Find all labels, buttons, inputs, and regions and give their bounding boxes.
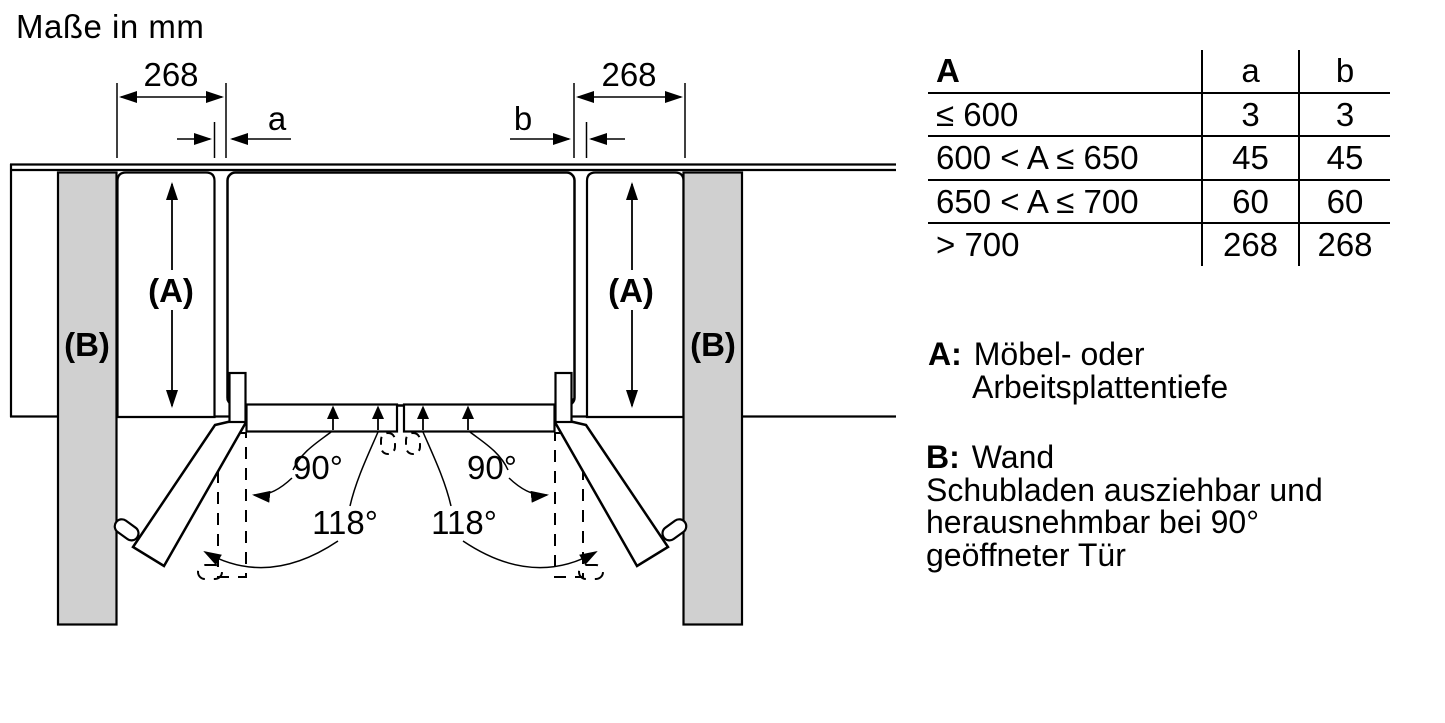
legend-A-line2: Arbeitsplattentiefe xyxy=(972,369,1229,405)
table-row xyxy=(928,223,1390,266)
depth-label-right: (A) xyxy=(608,272,654,309)
wall-label-left: (B) xyxy=(64,326,110,363)
angle-leader-lines xyxy=(205,432,596,568)
table-cell: 3 xyxy=(1202,93,1299,137)
dimension-table xyxy=(928,50,1390,266)
angle-90-left-label: 90° xyxy=(293,449,343,486)
legend-A-line1: Möbel- oder xyxy=(973,336,1145,372)
gap-a-label: a xyxy=(267,100,287,137)
open-door-left xyxy=(112,399,249,566)
legend-B-key: B: xyxy=(926,439,960,475)
table-cell: 268 xyxy=(1299,223,1390,266)
legend-A xyxy=(928,338,1332,404)
legend-B-line4: geöffneter Tür xyxy=(926,536,1126,573)
table-cell: 45 xyxy=(1299,136,1390,180)
hinge-left xyxy=(230,373,246,422)
wall-left xyxy=(58,173,117,625)
dim-268-right-label: 268 xyxy=(601,56,657,93)
table-cell: ≤ 600 xyxy=(928,93,1202,137)
legend-B-line2: Schubladen ausziehbar und xyxy=(926,471,1323,508)
table-header-b: b xyxy=(1299,50,1390,93)
legend-A-key: A: xyxy=(928,336,962,372)
table-row xyxy=(928,93,1390,137)
table-row xyxy=(928,180,1390,224)
angle-118-left-label: 118° xyxy=(312,504,378,541)
legend-B-line3: herausnehmbar bei 90° xyxy=(926,504,1260,540)
dim-268-left-label: 268 xyxy=(143,56,199,93)
table-cell: 60 xyxy=(1202,180,1299,224)
angle-118-right-label: 118° xyxy=(431,504,497,541)
arc-118-left xyxy=(205,541,338,568)
legend-B xyxy=(926,441,1386,571)
table-cell: 45 xyxy=(1202,136,1299,180)
table-header-a: a xyxy=(1202,50,1299,93)
dimension-lines xyxy=(117,83,685,158)
table-header-A: A xyxy=(928,50,1202,93)
table-cell: 60 xyxy=(1299,180,1390,224)
arc-118-right xyxy=(463,541,596,568)
page-title: Maße in mm xyxy=(16,8,205,45)
gap-b-label: b xyxy=(513,100,533,137)
wall-label-right: (B) xyxy=(690,326,736,363)
closed-handle-dashed-right xyxy=(406,433,420,454)
table-cell: 3 xyxy=(1299,93,1390,137)
table-header-row xyxy=(928,50,1390,93)
wall-right xyxy=(684,173,743,625)
table-cell: > 700 xyxy=(936,226,1020,263)
table-row xyxy=(928,136,1390,180)
open-door-right xyxy=(552,399,689,566)
table-cell: 268 xyxy=(1202,223,1299,266)
table-cell: 600 < A ≤ 650 xyxy=(928,136,1202,180)
appliance-body xyxy=(228,173,575,406)
angle-90-right-label: 90° xyxy=(467,449,517,486)
arc-90-left xyxy=(254,478,292,495)
legend-B-line1: Wand xyxy=(971,439,1055,475)
table-cell: 650 < A ≤ 700 xyxy=(928,180,1202,224)
hinge-right xyxy=(556,373,572,422)
depth-label-left: (A) xyxy=(148,272,194,309)
closed-handle-dashed-left xyxy=(381,433,395,454)
